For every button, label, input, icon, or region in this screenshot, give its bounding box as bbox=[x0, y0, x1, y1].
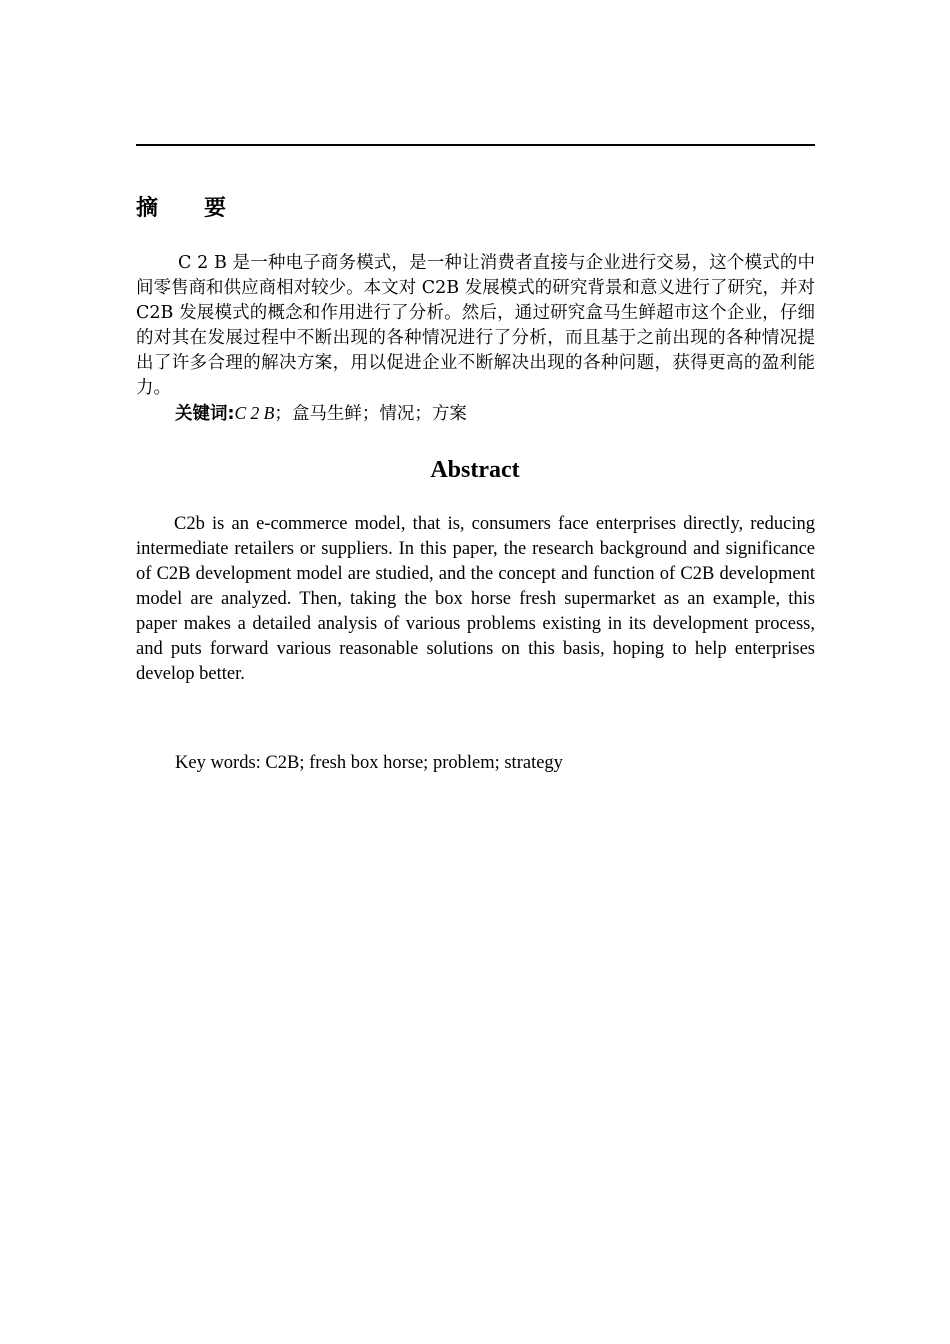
chinese-keywords bbox=[175, 401, 467, 427]
chinese-keywords-rest: ；盒马生鲜；情况；方案 bbox=[274, 404, 467, 424]
english-abstract-body: C2b is an e-commerce model, that is, consumers face enterprises directly, reducing intermediate retailers or suppliers. In this paper, the research background and significance of C2B development model are studied, and the concept and function of C2B development model are analyzed. Then, taking the box horse fresh supermarket as an example, this paper makes a detailed analysis of various problems existing in its development process, and puts forward various reasonable solutions on this basis, hoping to help enterprises develop better. bbox=[136, 514, 815, 684]
english-abstract-heading: Abstract bbox=[430, 457, 520, 483]
chinese-keywords-c2b: C 2 B bbox=[234, 403, 275, 423]
chinese-keywords-label: 关键词: bbox=[175, 404, 235, 424]
english-keywords: Key words: C2B; fresh box horse; problem; strategy bbox=[175, 753, 563, 773]
header-rule bbox=[136, 144, 815, 146]
chinese-abstract-heading bbox=[136, 194, 226, 224]
chinese-abstract-heading-part1: 摘 bbox=[136, 196, 159, 221]
chinese-abstract-body: C 2 B 是一种电子商务模式，是一种让消费者直接与企业进行交易，这个模式的中间零售商和供应商相对较少。本文对 C2B 发展模式的研究背景和意义进行了研究，并对 C2B 发展模式的概念和作用进行了分析。然后，通过研究盒马生鲜超市这个企业，仔细的对其在发展过程中不断出现的各种情况进行了分析，而且基于之前出现的各种情况提出了许多合理的解决方案，用以促进企业不断解决出现的各种问题，获得更高的盈利能力。 bbox=[136, 253, 815, 398]
chinese-abstract-heading-part2: 要 bbox=[204, 196, 227, 221]
